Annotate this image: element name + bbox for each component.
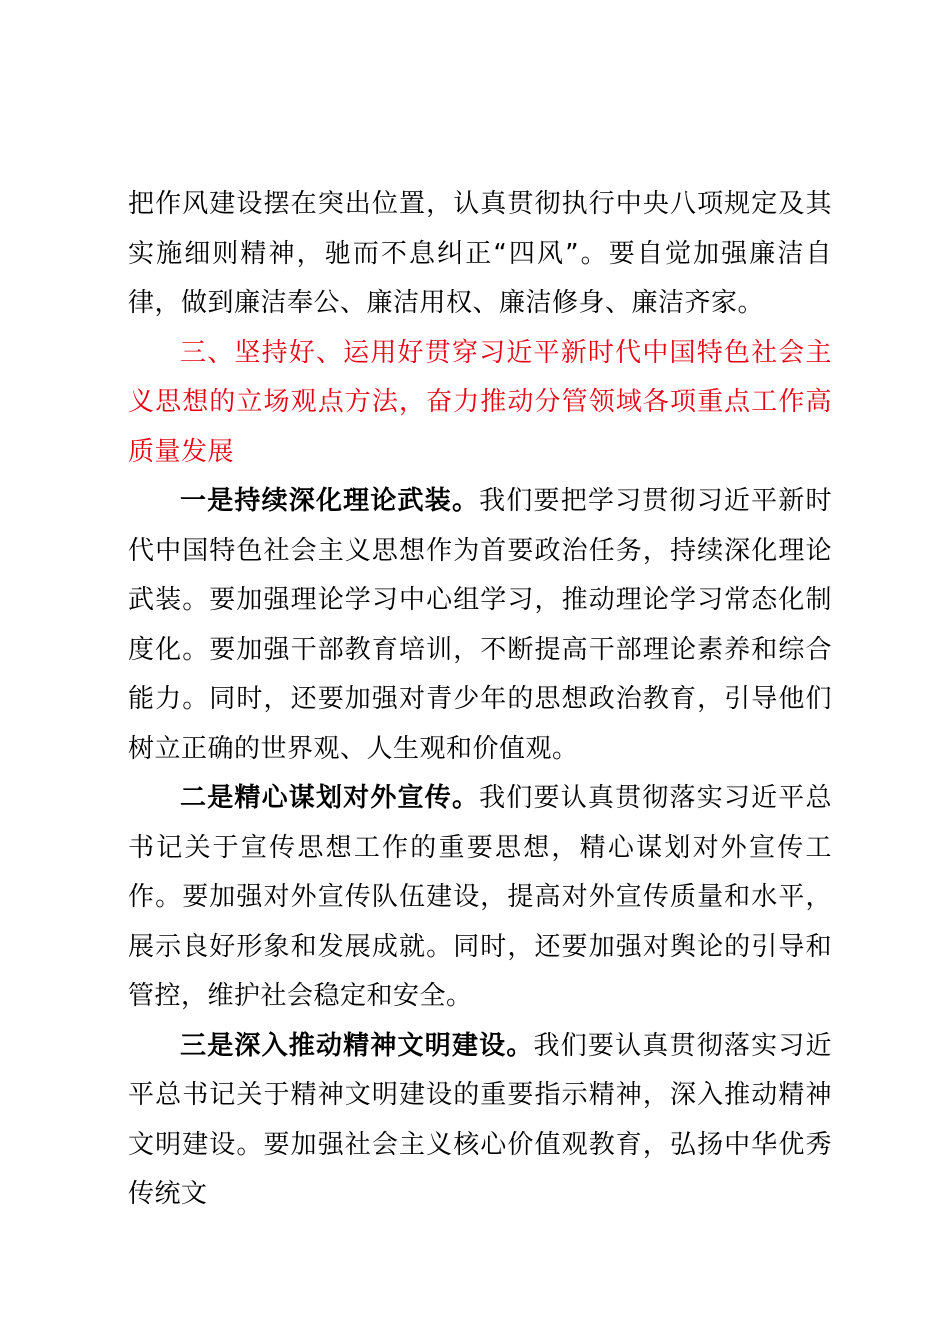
item-body: 我们要把学习贯彻习近平新时代中国特色社会主义思想作为首要政治任务，持续深化理论武装。要加强理论学习中心组学习，推动理论学习常态化制度化。要加强干部教育培训，不断提高干部理论素养和综合能力。同时，还要加强对青少年的思想政治教育，引导他们树立正确的世界观、人生观和价值观。 [128, 486, 832, 764]
document-body [128, 180, 832, 1220]
section-heading-three: 三、坚持好、运用好贯穿习近平新时代中国特色社会主义思想的立场观点方法，奋力推动分管领域各项重点工作高质量发展 [128, 337, 832, 467]
paragraph-external-publicity [128, 774, 832, 1022]
item-lead: 一是持续深化理论武装。 [180, 486, 480, 516]
paragraph-style-discipline: 把作风建设摆在突出位置，认真贯彻执行中央八项规定及其实施细则精神，驰而不息纠正“四风”。要自觉加强廉洁自律，做到廉洁奉公、廉洁用权、廉洁修身、廉洁齐家。 [128, 189, 832, 318]
item-body: 我们要认真贯彻落实习近平总书记关于宣传思想工作的重要思想，精心谋划对外宣传工作。要加强对外宣传队伍建设，提高对外宣传质量和水平，展示良好形象和发展成就。同时，还要加强对舆论的引导和管控，维护社会稳定和安全。 [128, 783, 832, 1011]
paragraph-theory-armament [128, 477, 832, 774]
item-lead: 二是精心谋划对外宣传。 [180, 783, 480, 813]
item-body: 我们要认真贯彻落实习近平总书记关于精神文明建设的重要指示精神，深入推动精神文明建设。要加强社会主义核心价值观教育，弘扬中华优秀传统文 [128, 1030, 832, 1209]
item-lead: 三是深入推动精神文明建设。 [180, 1030, 534, 1061]
paragraph-spiritual-civilization [128, 1022, 832, 1220]
